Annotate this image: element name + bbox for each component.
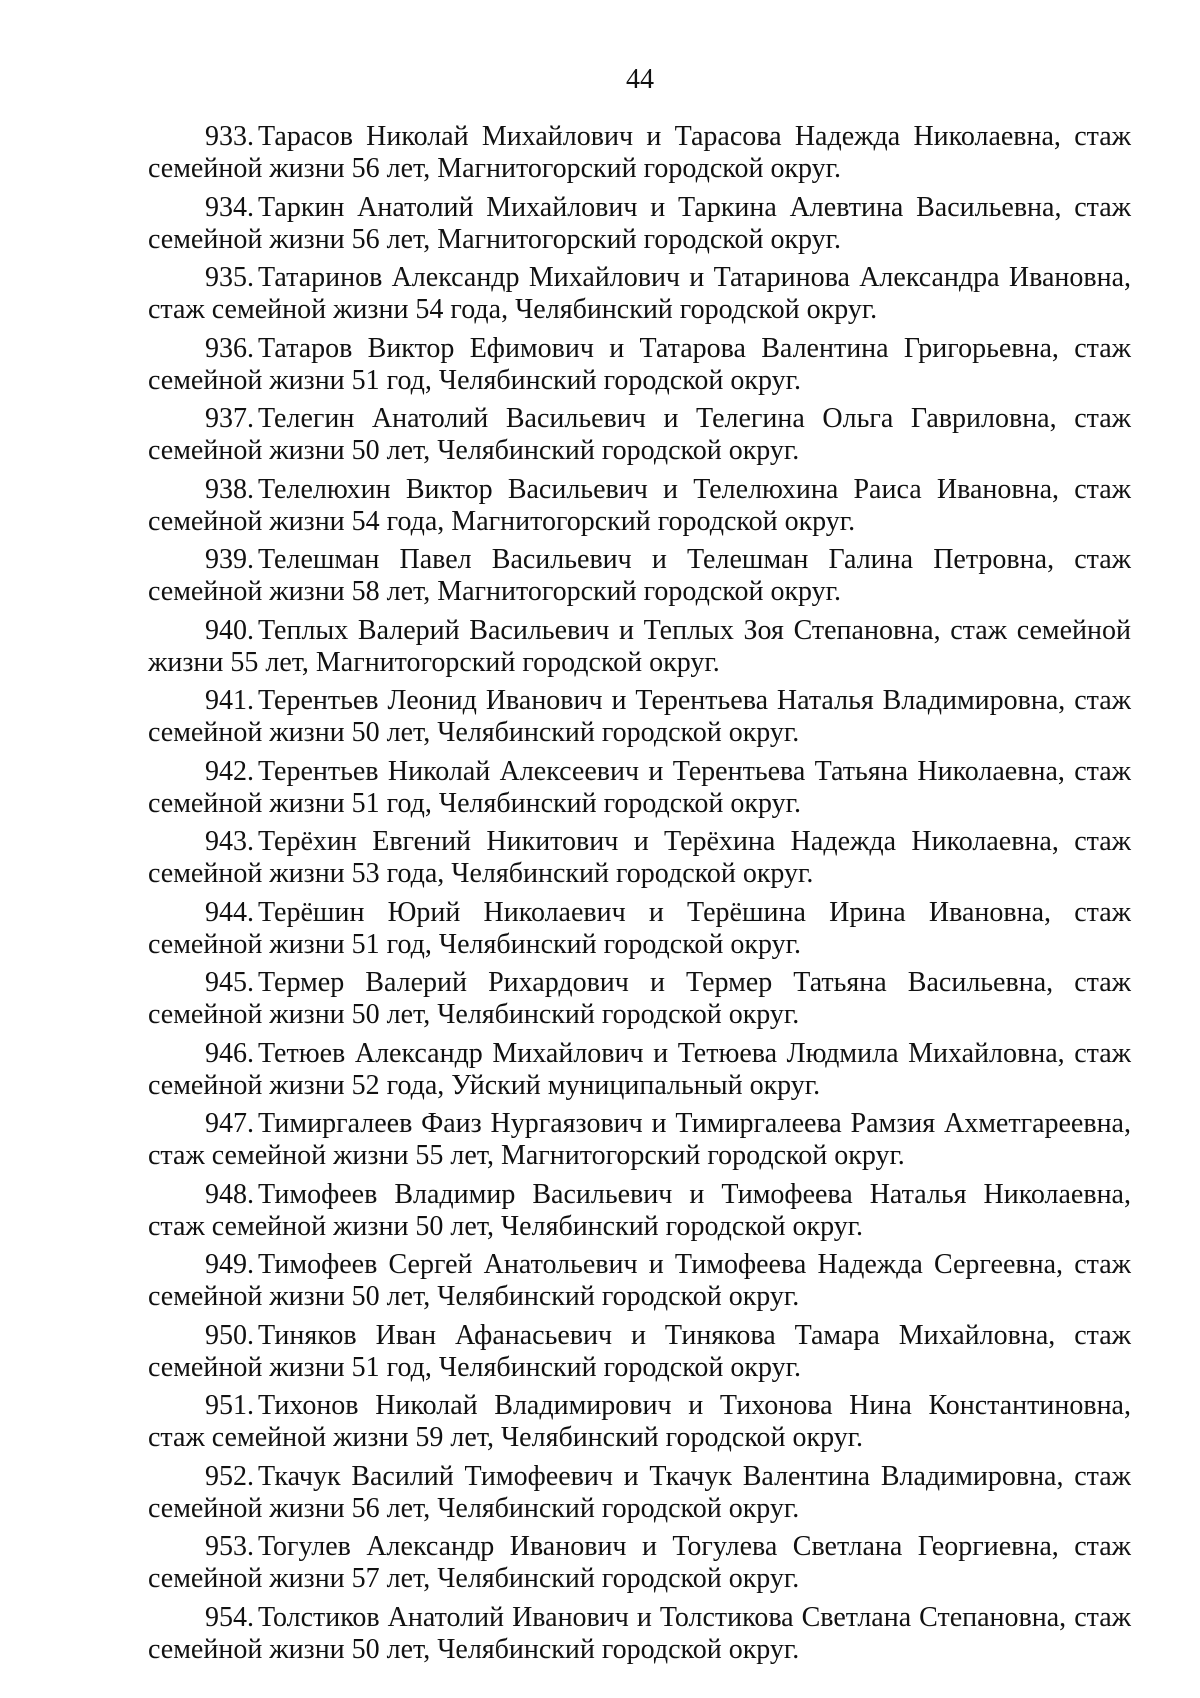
list-item [148, 1108, 1131, 1172]
entry-number: 950. [205, 1319, 254, 1351]
entry-text: Тиняков Иван Афанасьевич и Тинякова Тамара Михайловна, стаж семейной жизни 51 год, Челябинский городской округ. [148, 1319, 1131, 1383]
list-item [148, 1249, 1131, 1313]
list-item [148, 685, 1131, 749]
entry-list [148, 121, 1131, 1672]
list-item [148, 121, 1131, 185]
entry-number: 940. [205, 614, 254, 646]
entry-number: 948. [205, 1178, 254, 1210]
entry-number: 941. [205, 685, 254, 716]
list-item [148, 192, 1131, 256]
entry-number: 953. [205, 1531, 254, 1562]
entry-number: 942. [205, 755, 254, 787]
entry-number: 944. [205, 896, 254, 928]
entry-number: 933. [205, 121, 254, 152]
list-item [148, 1461, 1131, 1525]
list-item [148, 403, 1131, 467]
entry-text: Термер Валерий Рихардович и Термер Татьяна Васильевна, стаж семейной жизни 50 лет, Челябинский городской округ. [148, 967, 1131, 1030]
entry-number: 938. [205, 473, 254, 505]
entry-text: Толстиков Анатолий Иванович и Толстикова Светлана Степановна, стаж семейной жизни 50 лет, Челябинский городской округ. [148, 1601, 1131, 1665]
list-item [148, 1179, 1131, 1243]
entry-text: Терёхин Евгений Никитович и Терёхина Надежда Николаевна, стаж семейной жизни 53 года, Челябинский городской округ. [148, 826, 1131, 889]
list-item [148, 756, 1131, 820]
list-item [148, 967, 1131, 1031]
page-number: 44 [626, 64, 654, 95]
list-item [148, 897, 1131, 961]
entry-text: Тихонов Николай Владимирович и Тихонова Нина Константиновна, стаж семейной жизни 59 лет, Челябинский городской округ. [148, 1390, 1131, 1453]
list-item [148, 1038, 1131, 1102]
list-item [148, 615, 1131, 679]
list-item [148, 1320, 1131, 1384]
entry-number: 937. [205, 403, 254, 434]
entry-number: 945. [205, 967, 254, 998]
entry-number: 946. [205, 1037, 254, 1069]
list-item [148, 262, 1131, 326]
entry-text: Тарасов Николай Михайлович и Тарасова Надежда Николаевна, стаж семейной жизни 56 лет, Магнитогорский городской округ. [148, 121, 1131, 184]
entry-number: 947. [205, 1108, 254, 1139]
entry-text: Тимиргалеев Фаиз Нургаязович и Тимиргалеева Рамзия Ахметгареевна, стаж семейной жизни 55 лет, Магнитогорский городской округ. [148, 1108, 1131, 1171]
entry-text: Таркин Анатолий Михайлович и Таркина Алевтина Васильевна, стаж семейной жизни 56 лет, Магнитогорский городской округ. [148, 191, 1131, 255]
entry-number: 952. [205, 1460, 254, 1492]
entry-text: Тетюев Александр Михайлович и Тетюева Людмила Михайловна, стаж семейной жизни 52 года, Уйский муниципальный округ. [148, 1037, 1131, 1101]
list-item [148, 826, 1131, 890]
entry-number: 939. [205, 544, 254, 575]
entry-text: Ткачук Василий Тимофеевич и Ткачук Валентина Владимировна, стаж семейной жизни 56 лет, Челябинский городской округ. [148, 1460, 1131, 1524]
entry-text: Терёшин Юрий Николаевич и Терёшина Ирина Ивановна, стаж семейной жизни 51 год, Челябинский городской округ. [148, 896, 1131, 960]
entry-text: Телешман Павел Васильевич и Телешман Галина Петровна, стаж семейной жизни 58 лет, Магнитогорский городской округ. [148, 544, 1131, 607]
entry-text: Телегин Анатолий Васильевич и Телегина Ольга Гавриловна, стаж семейной жизни 50 лет, Челябинский городской округ. [148, 403, 1131, 466]
entry-number: 954. [205, 1601, 254, 1633]
entry-text: Тимофеев Владимир Васильевич и Тимофеева Наталья Николаевна, стаж семейной жизни 50 лет, Челябинский городской округ. [148, 1178, 1131, 1242]
entry-number: 936. [205, 332, 254, 364]
entry-number: 951. [205, 1390, 254, 1421]
entry-text: Телелюхин Виктор Васильевич и Телелюхина Раиса Ивановна, стаж семейной жизни 54 года, Магнитогорский городской округ. [148, 473, 1131, 537]
list-item [148, 1531, 1131, 1595]
entry-number: 943. [205, 826, 254, 857]
entry-number: 934. [205, 191, 254, 223]
list-item [148, 1602, 1131, 1666]
entry-text: Татаринов Александр Михайлович и Татаринова Александра Ивановна, стаж семейной жизни 54 года, Челябинский городской округ. [148, 262, 1131, 325]
entry-text: Татаров Виктор Ефимович и Татарова Валентина Григорьевна, стаж семейной жизни 51 год, Челябинский городской округ. [148, 332, 1131, 396]
entry-number: 935. [205, 262, 254, 293]
list-item [148, 474, 1131, 538]
entry-number: 949. [205, 1249, 254, 1280]
list-item [148, 544, 1131, 608]
list-item [148, 333, 1131, 397]
entry-text: Тогулев Александр Иванович и Тогулева Светлана Георгиевна, стаж семейной жизни 57 лет, Челябинский городской округ. [148, 1531, 1131, 1594]
entry-text: Терентьев Николай Алексеевич и Терентьева Татьяна Николаевна, стаж семейной жизни 51 год, Челябинский городской округ. [148, 755, 1131, 819]
entry-text: Терентьев Леонид Иванович и Терентьева Наталья Владимировна, стаж семейной жизни 50 лет, Челябинский городской округ. [148, 685, 1131, 748]
list-item [148, 1390, 1131, 1454]
entry-text: Тимофеев Сергей Анатольевич и Тимофеева Надежда Сергеевна, стаж семейной жизни 50 лет, Челябинский городской округ. [148, 1249, 1131, 1312]
entry-text: Теплых Валерий Васильевич и Теплых Зоя Степановна, стаж семейной жизни 55 лет, Магнитогорский городской округ. [148, 614, 1131, 678]
